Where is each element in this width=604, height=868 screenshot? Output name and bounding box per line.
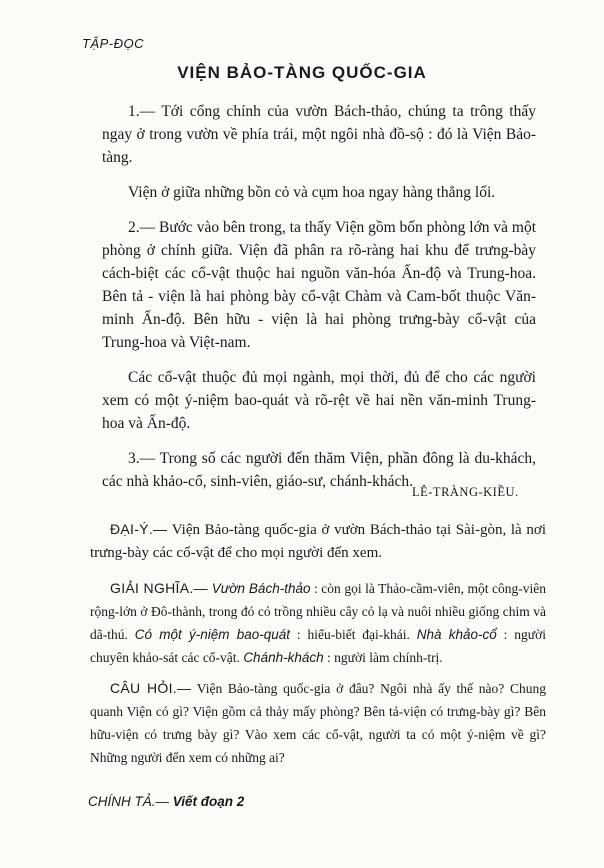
vocab-term: Nhà khảo-cổ bbox=[416, 627, 497, 642]
vocab-term: Chánh-khách bbox=[243, 650, 324, 665]
main-idea-label: ĐẠI-Ý.— bbox=[110, 521, 168, 537]
vocab-definition: : còn gọi là Thảo-cầm-viên, một công-viên rộng-lớn ở Đô-thành, trong đó có trồng nhiều cây cỏ lạ và nuôi nhiều giống chim và dã-thú. bbox=[90, 581, 546, 642]
questions-label: CÂU HỎI.— bbox=[110, 680, 192, 696]
section-header: TẬP-ĐỌC bbox=[82, 36, 144, 51]
vocab-definition: : hiểu-biết đại-khái. bbox=[290, 627, 417, 642]
author-signature: LÊ-TRÀNG-KIỀU. bbox=[412, 485, 519, 499]
vocab-definition: : người chuyên khảo-sát các cổ-vật. bbox=[90, 627, 546, 665]
vocab-term: Vườn Bách-thảo bbox=[207, 581, 311, 596]
main-idea-text: Viện Bảo-tàng quốc-gia ở vườn Bách-thảo tại Sài-gòn, là nơi trưng-bày các cổ-vật để cho mọi người đến xem. bbox=[90, 522, 546, 561]
main-idea bbox=[90, 518, 546, 565]
vocabulary bbox=[90, 577, 546, 669]
dictation bbox=[88, 794, 244, 809]
questions bbox=[90, 677, 546, 769]
questions-text: Viện Bảo-tàng quốc-gia ở đâu? Ngôi nhà ấy thế nào? Chung quanh Viện có gì? Viện gồm cả thảy mấy phòng? Bên tả-viện có trưng-bày gì? Bên hữu-viện có trưng bày gì? Vào xem các cổ-vật, người ta có một ý-niệm về gì? Những người đến xem có những ai? bbox=[90, 681, 546, 765]
paragraph-3: 2.— Bước vào bên trong, ta thấy Viện gồm bốn phòng lớn và một phòng ở chính giữa. Viện đã phân ra rõ-ràng hai khu để trưng-bày cách-biệt các cổ-vật thuộc hai nguồn văn-hóa Ấn-độ và Trung-hoa. Bên tả - viện là hai phòng bày cổ-vật Chàm và Cam-bốt thuộc Văn-minh Ấn-độ. Bên hữu - viện là hai phòng trưng-bày cổ-vật của Trung-hoa và Việt-nam. bbox=[102, 219, 537, 351]
paragraph-2: Viện ở giữa những bồn cỏ và cụm hoa ngay hàng thẳng lối. bbox=[128, 184, 496, 201]
reading-passage bbox=[102, 100, 536, 505]
paragraph-4: Các cổ-vật thuộc đủ mọi ngành, mọi thời, đủ để cho các người xem có một ý-niệm bao-quát và rõ-rệt về hai nền văn-minh Trung-hoa và Ấn-độ. bbox=[102, 369, 536, 432]
dictation-label: CHÍNH TẢ.— bbox=[88, 794, 169, 809]
paragraph-5: 3.— Trong số các người đến thăm Viện, phần đông là du-khách, các nhà khảo-cổ, sinh-viên, giáo-sư, chánh-khách. bbox=[102, 450, 536, 490]
page-title: VIỆN BẢO-TÀNG QUỐC-GIA bbox=[177, 63, 427, 82]
paragraph-1: 1.— Tới cổng chính của vườn Bách-thảo, chúng ta trông thấy ngay ở trong vườn về phía trái, một ngôi nhà đồ-sộ : đó là Viện Bảo-tàng. bbox=[102, 103, 536, 166]
vocabulary-label: GIẢI NGHĨA.— bbox=[110, 580, 208, 596]
dictation-value: Viết đoạn 2 bbox=[169, 794, 245, 809]
lesson-notes bbox=[90, 518, 546, 769]
vocab-term: Có một ý-niệm bao-quát bbox=[134, 627, 290, 642]
vocab-definition: : người làm chính-trị. bbox=[323, 650, 443, 665]
